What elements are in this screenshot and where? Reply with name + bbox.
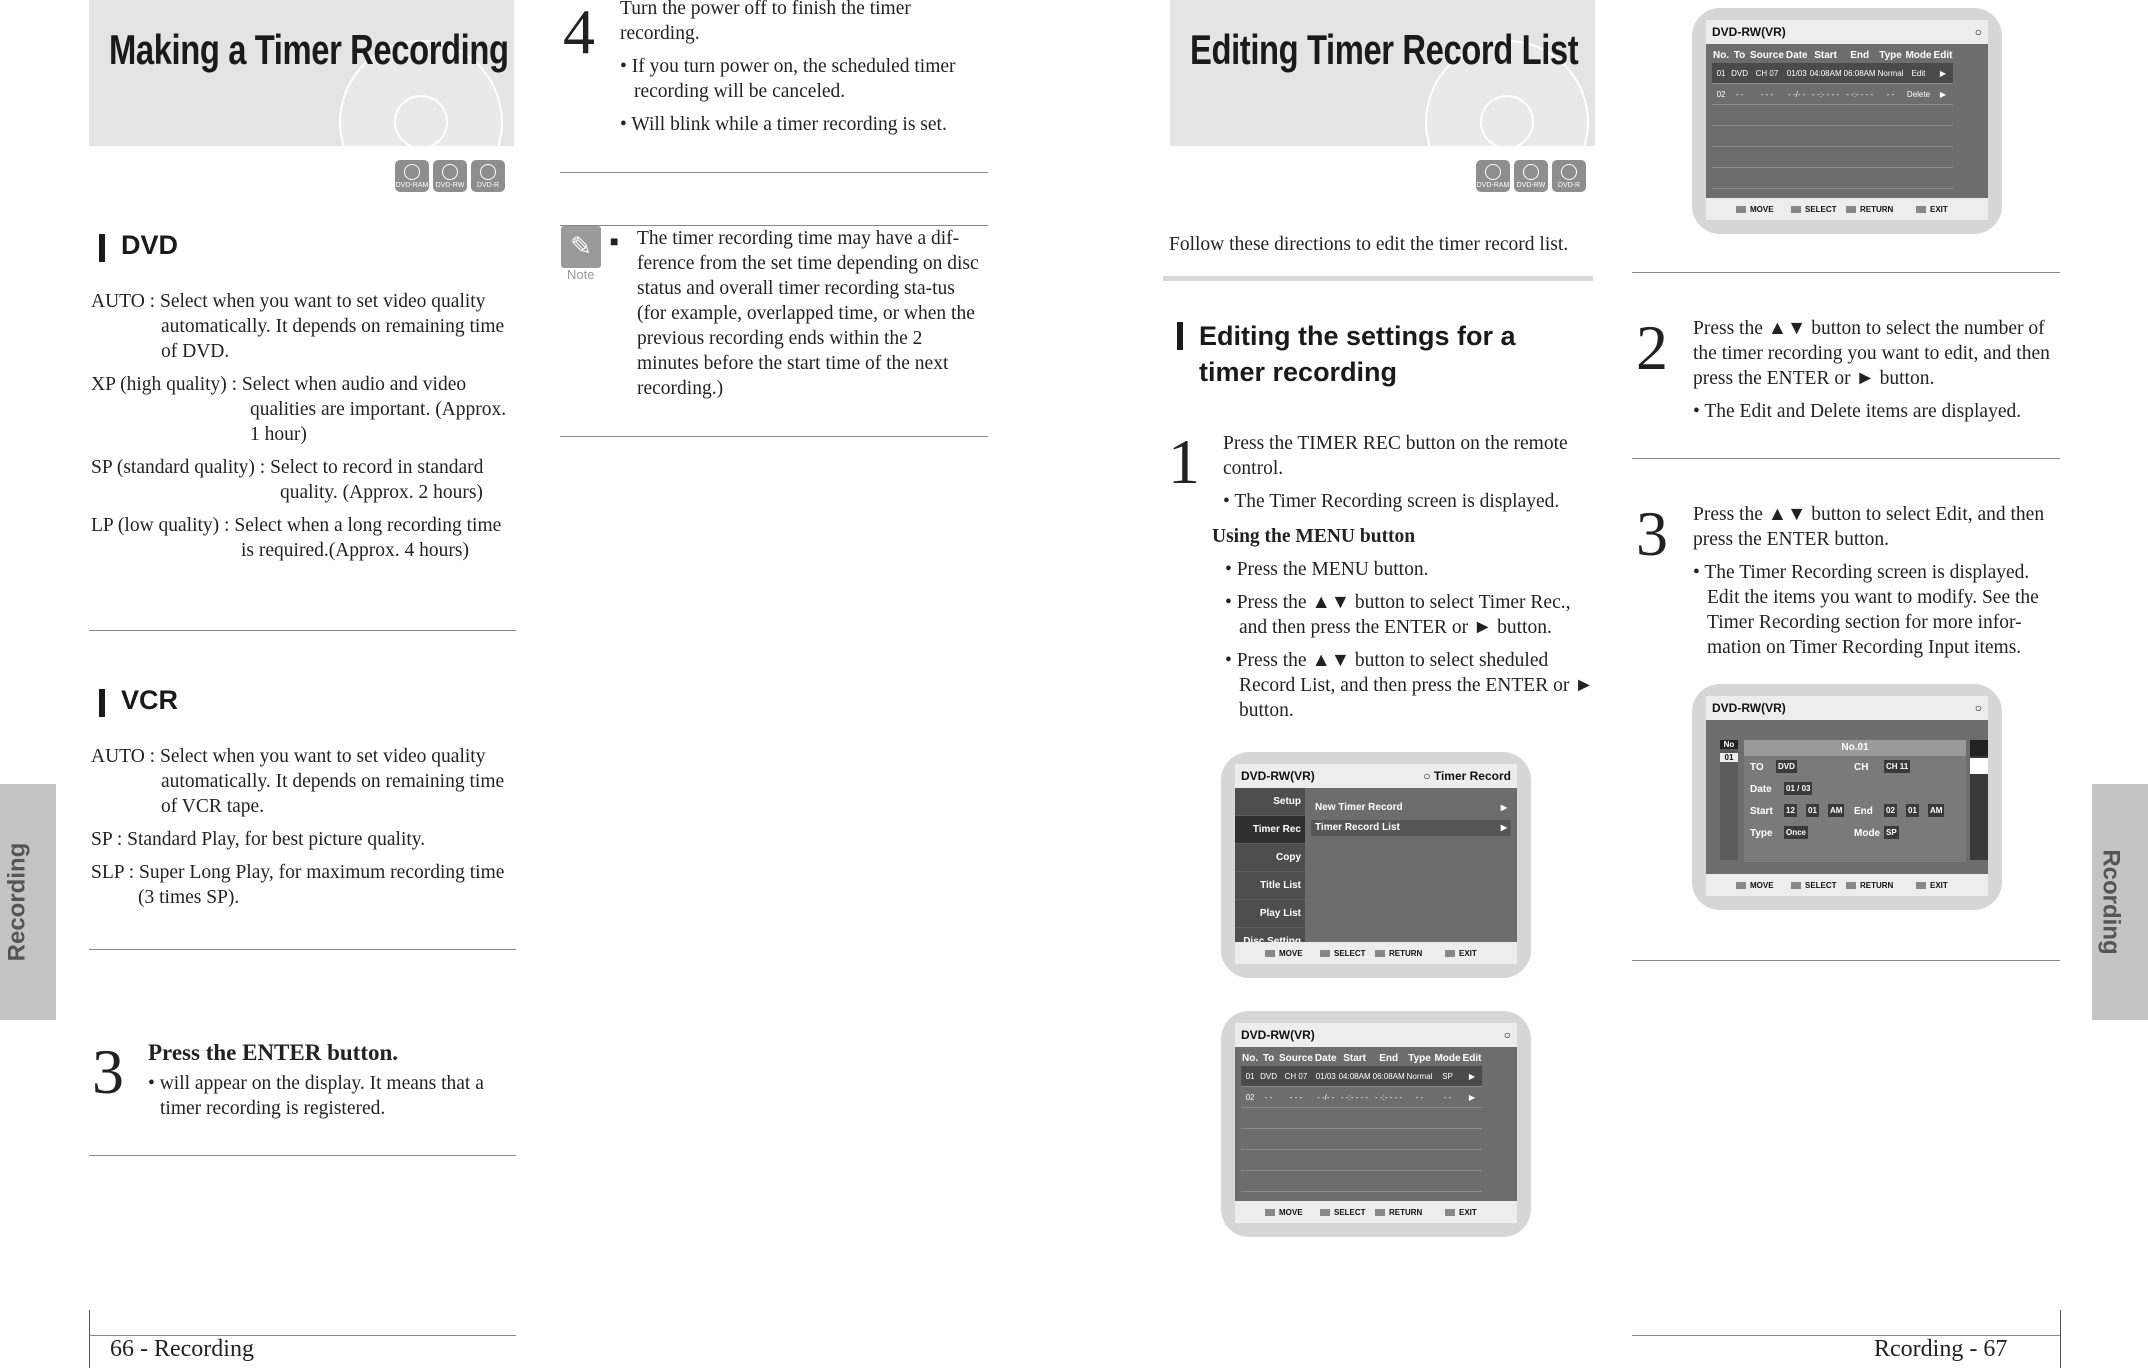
screen-header xyxy=(1706,696,1988,720)
timer-record-label: ○ Timer Record xyxy=(1423,769,1511,783)
step-1-number: 1 xyxy=(1168,426,1200,497)
menu-play-list[interactable]: Play List xyxy=(1235,900,1305,928)
step-3-title: Press the ENTER button. xyxy=(148,1040,399,1065)
note-label: Note xyxy=(567,267,595,282)
menu-instructions xyxy=(1212,524,1597,731)
menu-heading: Using the MENU button xyxy=(1212,526,1416,547)
table-row xyxy=(1241,1129,1482,1150)
intro-text: Follow these directions to edit the timer record list. xyxy=(1169,234,1569,255)
type-label: Type xyxy=(1750,828,1773,839)
mode-field[interactable]: SP xyxy=(1886,828,1897,837)
step-3 xyxy=(1693,502,2063,668)
vcr-auto: AUTO : Select when you want to set video quality automatically. It depends on remaining time of VCR tape. xyxy=(91,746,505,817)
note-text: The timer recording time may have a dif-ference from the set time depending on disc status and overall timer recording sta-tus (for example, overlapped time, or when the previous recording ends within the 2 minutes before the start time of the next recording.) xyxy=(637,228,979,399)
date-label: Date xyxy=(1750,784,1772,795)
divider xyxy=(1632,458,2060,459)
to-field[interactable]: DVD xyxy=(1778,762,1795,771)
screen-header xyxy=(1235,764,1517,788)
device-label: DVD-RW(VR) xyxy=(1241,769,1315,783)
section-heading-line-2: timer recording xyxy=(1199,357,1398,387)
select-hint: SELECT xyxy=(1791,205,1837,214)
divider xyxy=(560,436,988,437)
dvd-r-badge: DVD-R xyxy=(1552,160,1586,192)
divider xyxy=(1632,272,2060,273)
menu-bullet-1: • Press the MENU button. xyxy=(1225,559,1429,580)
mode-label: Mode xyxy=(1854,828,1881,839)
table-row xyxy=(1712,147,1953,168)
table-row[interactable]: 01 DVD CH 07 01/03 04:08AM 06:08AM Normal Edit ▶ xyxy=(1712,63,1953,84)
select-hint: SELECT xyxy=(1791,881,1837,890)
return-hint: RETURN xyxy=(1375,1208,1422,1217)
start-hour[interactable]: 12 xyxy=(1786,806,1795,815)
ch-label: CH xyxy=(1854,762,1869,773)
menu-screen xyxy=(1221,752,1531,978)
timer-record-list[interactable]: Timer Record List ▶ xyxy=(1311,820,1511,836)
divider xyxy=(89,630,516,631)
page-title: Editing Timer Record List xyxy=(1190,26,1579,73)
timer-table xyxy=(1712,48,1953,189)
start-minute[interactable]: 01 xyxy=(1808,806,1817,815)
dvd-lp: LP (low quality) : Select when a long recording time is required.(Approx. 4 hours) xyxy=(91,515,502,561)
table-row xyxy=(1241,1108,1482,1129)
timer-table xyxy=(1241,1051,1482,1192)
dvd-rw-badge: DVD-RW xyxy=(1514,160,1548,192)
menu-timer-rec[interactable]: Timer Rec xyxy=(1235,816,1305,844)
step-3-number: 3 xyxy=(1636,498,1668,569)
screen-header xyxy=(1706,20,1988,44)
right-side-tab xyxy=(2092,784,2148,1020)
screen-footer xyxy=(1706,198,1988,220)
submenu xyxy=(1311,800,1511,840)
end-minute[interactable]: 01 xyxy=(1908,806,1917,815)
edit-option[interactable]: Edit xyxy=(1904,63,1932,84)
dvd-rw-badge: DVD-RW xyxy=(433,160,467,192)
right-disc-badges xyxy=(1476,160,1586,192)
dvd-ram-badge: DVD-RAM xyxy=(395,160,429,192)
end-hour[interactable]: 02 xyxy=(1886,806,1895,815)
divider xyxy=(1632,960,2060,961)
screen-footer xyxy=(1706,874,1988,896)
type-field[interactable]: Once xyxy=(1786,828,1807,837)
step-2-number: 2 xyxy=(1636,312,1668,383)
return-hint: RETURN xyxy=(1846,205,1893,214)
table-row[interactable]: 02 - - - - - - -/- - - -:- - - - - -:- - - - - - - - ▶ xyxy=(1241,1087,1482,1108)
menu-copy[interactable]: Copy xyxy=(1235,844,1305,872)
table-header: No. To Source Date Start End Type Mode Edit xyxy=(1713,50,1953,61)
edit-delete-screen xyxy=(1692,8,2002,234)
step-3-bullet: • will appear on the display. It means that a timer recording is registered. xyxy=(148,1073,484,1119)
device-label: DVD-RW(VR) xyxy=(1712,701,1786,715)
side-tab-label: Recording xyxy=(3,842,31,962)
note-bullet: ■ xyxy=(610,235,619,250)
footer-rule xyxy=(89,1310,90,1368)
dvd-r-badge: DVD-R xyxy=(471,160,505,192)
delete-option[interactable]: Delete xyxy=(1904,84,1932,105)
ch-field[interactable]: CH 11 xyxy=(1886,762,1909,771)
section-heading xyxy=(1177,318,1516,390)
exit-hint: EXIT xyxy=(1916,881,1948,890)
start-ampm[interactable]: AM xyxy=(1830,806,1843,815)
dvd-xp: XP (high quality) : Select when audio and video qualities are important. (Approx. 1 hour) xyxy=(91,374,507,445)
left-title-banner xyxy=(89,0,514,146)
table-header: No. To Source Date Start End Type Mode Edit xyxy=(1242,1053,1482,1064)
side-tab-label: Rcording xyxy=(2097,849,2125,955)
select-hint: SELECT xyxy=(1320,1208,1366,1217)
dvd-ram-badge: DVD-RAM xyxy=(1476,160,1510,192)
move-hint: MOVE xyxy=(1736,205,1774,214)
step-2-bullet: • The Edit and Delete items are displayed. xyxy=(1693,401,2022,422)
left-side-tab xyxy=(0,784,56,1020)
timer-list-screen xyxy=(1221,1011,1531,1237)
screen-header xyxy=(1235,1023,1517,1047)
table-row xyxy=(1241,1171,1482,1192)
screen-footer xyxy=(1235,1201,1517,1223)
page-number: Rcording - 67 xyxy=(1874,1336,2008,1362)
step-2-text: Press the ▲▼ button to select the number of the timer recording you want to edit, and then press the ENTER or ► button. xyxy=(1693,318,2050,389)
step-3 xyxy=(148,1040,513,1129)
step-3-text: Press the ▲▼ button to select Edit, and then press the ENTER button. xyxy=(1693,504,2045,550)
note-pencil-icon: ✎ xyxy=(561,226,601,268)
menu-setup[interactable]: Setup xyxy=(1235,788,1305,816)
table-row xyxy=(1241,1150,1482,1171)
divider xyxy=(89,1155,516,1156)
date-field[interactable]: 01 / 03 xyxy=(1786,784,1811,793)
step-1-bullet: • The Timer Recording screen is displayed. xyxy=(1223,491,1560,512)
move-hint: MOVE xyxy=(1265,949,1303,958)
step-4-bullet-2: • Will blink while a timer recording is set. xyxy=(620,114,947,135)
vcr-slp: SLP : Super Long Play, for maximum recording time (3 times SP). xyxy=(91,862,505,908)
start-label: Start xyxy=(1750,806,1773,817)
status-circle: ○ xyxy=(1503,1028,1511,1042)
no-column xyxy=(1720,740,1738,860)
menu-bullet-3: • Press the ▲▼ button to select sheduled Record List, and then press the ENTER or ► button. xyxy=(1225,650,1594,721)
end-label: End xyxy=(1854,806,1873,817)
screen-footer xyxy=(1235,942,1517,964)
right-column xyxy=(1970,740,1988,860)
dvd-heading: DVD xyxy=(99,230,178,261)
table-row xyxy=(1712,168,1953,189)
dvd-auto: AUTO : Select when you want to set video quality automatically. It depends on remaining time of DVD. xyxy=(91,291,505,362)
move-hint: MOVE xyxy=(1265,1208,1303,1217)
edit-form-screen xyxy=(1692,684,2002,910)
menu-bullet-2: • Press the ▲▼ button to select Timer Rec., and then press the ENTER or ► button. xyxy=(1225,592,1571,638)
status-circle: ○ xyxy=(1974,25,1982,39)
dvd-sp: SP (standard quality) : Select to record in standard quality. (Approx. 2 hours) xyxy=(91,457,484,503)
menu-sidebar xyxy=(1235,788,1305,942)
dvd-options xyxy=(91,289,511,571)
step-4-number: 4 xyxy=(563,0,595,67)
step-4-bullet-1: • If you turn power on, the scheduled timer recording will be canceled. xyxy=(620,56,956,102)
return-hint: RETURN xyxy=(1375,949,1422,958)
page-number: 66 - Recording xyxy=(110,1336,254,1362)
right-title-banner xyxy=(1170,0,1595,146)
table-row[interactable]: 01 DVD CH 07 01/03 04:08AM 06:08AM Normal SP ▶ xyxy=(1241,1066,1482,1087)
new-timer-record[interactable]: New Timer Record ▶ xyxy=(1311,800,1511,816)
left-disc-badges xyxy=(395,160,505,192)
device-label: DVD-RW(VR) xyxy=(1712,25,1786,39)
no-label: No xyxy=(1720,740,1738,749)
return-hint: RETURN xyxy=(1846,881,1893,890)
section-heading-line-1: Editing the settings for a xyxy=(1199,321,1516,351)
no-value: 01 xyxy=(1720,753,1738,762)
form-title: No.01 xyxy=(1744,740,1966,756)
move-hint: MOVE xyxy=(1736,881,1774,890)
step-3-number: 3 xyxy=(92,1036,124,1107)
intro-rule xyxy=(1163,276,1593,281)
step-1-text: Press the TIMER REC button on the remote control. xyxy=(1223,433,1568,479)
exit-hint: EXIT xyxy=(1445,1208,1477,1217)
end-ampm[interactable]: AM xyxy=(1930,806,1943,815)
to-label: TO xyxy=(1750,762,1764,773)
step-4-text: Turn the power off to finish the timer recording. xyxy=(620,0,911,44)
step-2 xyxy=(1693,316,2063,432)
edit-form xyxy=(1744,740,1966,862)
vcr-options xyxy=(91,744,511,918)
device-label: DVD-RW(VR) xyxy=(1241,1028,1315,1042)
vcr-sp: SP : Standard Play, for best picture quality. xyxy=(91,829,426,850)
step-4 xyxy=(620,0,990,145)
menu-title-list[interactable]: Title List xyxy=(1235,872,1305,900)
disc-hub xyxy=(1480,95,1534,146)
table-row xyxy=(1712,105,1953,126)
divider xyxy=(560,172,988,173)
footer-rule xyxy=(2060,1310,2061,1368)
exit-hint: EXIT xyxy=(1445,949,1477,958)
table-row xyxy=(1712,126,1953,147)
table-row[interactable]: 02 - - - - - - -/- - - -:- - - - - -:- - - - - - Delete ▶ xyxy=(1712,84,1953,105)
step-1 xyxy=(1223,431,1593,522)
step-3-bullet: • The Timer Recording screen is displayed. Edit the items you want to modify. See the Timer Recording section for more infor-mation on Timer Recording Input items. xyxy=(1693,562,2039,658)
status-circle: ○ xyxy=(1974,701,1982,715)
disc-hub xyxy=(394,95,448,146)
exit-hint: EXIT xyxy=(1916,205,1948,214)
select-hint: SELECT xyxy=(1320,949,1366,958)
vcr-heading: VCR xyxy=(99,685,178,716)
page-title: Making a Timer Recording xyxy=(109,26,509,73)
divider xyxy=(89,949,516,950)
